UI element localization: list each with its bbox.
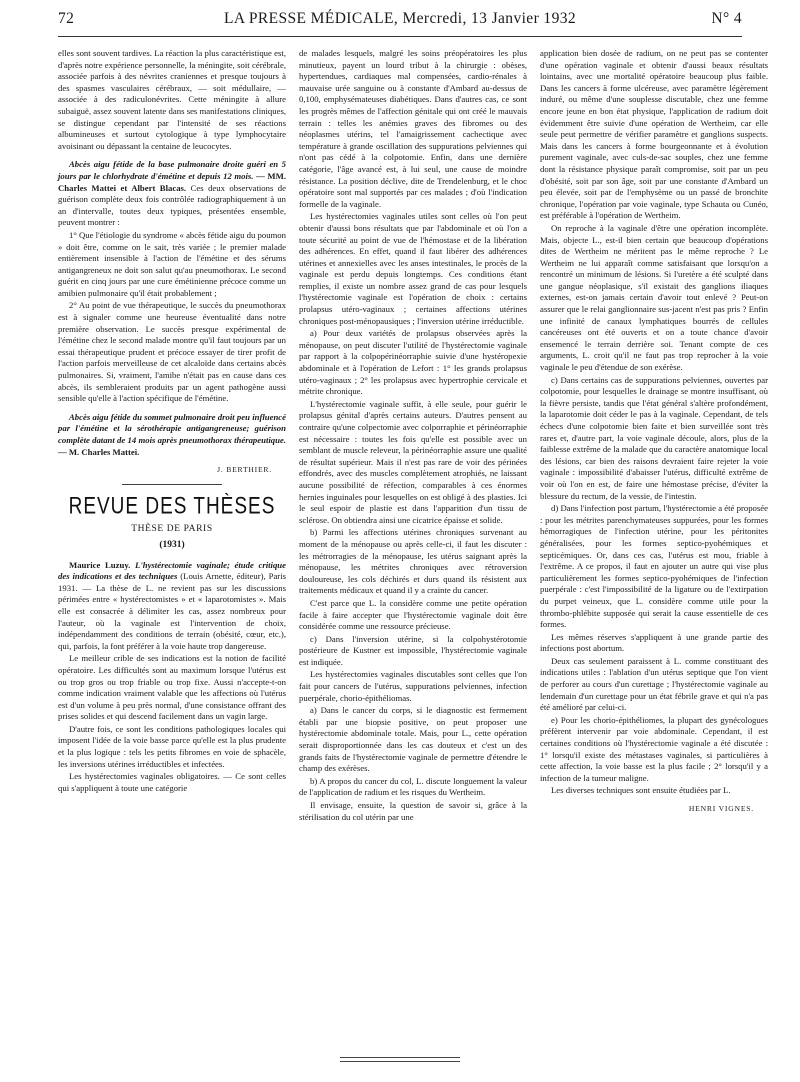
paragraph: Il envisage, ensuite, la question de savoir si, grâce à la stérilisation du col utérin par une bbox=[299, 800, 527, 822]
paragraph: Les hystérectomies vaginales obligatoires. — Ce sont celles qui s'appliquent à toute une catégorie bbox=[58, 771, 286, 793]
paragraph: b) A propos du cancer du col, L. discute longuement la valeur de l'application de radium et les risques du Wertheim. bbox=[299, 775, 527, 798]
paragraph: Les hystérectomies vaginales utiles sont celles où l'on peut obtenir d'aussi bons résultats que par l'abdominale et où l'on a toute sécurité au point de vue de l'hémostase et de la libération des adhérences. En effet, quand il faut libérer des adhérences utérines et annexielles avec les anses intestinales, le procès de la vaginale est perdu depuis longtemps. Ces conditions étant remplies, il existe un nombre assez grand de cas pour lesquels l'hystérectomie vaginale est l'opération de choix : certains prolapsus utéro-vaginaux ; certaines affections utérines chroniques post-ménopausiques ; l'inversion utérine irréductible. bbox=[299, 211, 527, 326]
paragraph: Le meilleur crible de ses indications est la notion de facilité opératoire. Les difficultés sont au maximum lorsque l'utérus est ou trop gros ou trop friable ou trop fixe. Aussi n'accepte-t-on comme indication vraiment valable que les affections où l'utérus est d'un volume à peu près normal, d'une consistance offrant des prises solides et qui descend facilement dans un vagin large. bbox=[58, 653, 286, 722]
journal-title: LA PRESSE MÉDICALE, Mercredi, 13 Janvier 1932 bbox=[223, 10, 577, 27]
signature-berthier: J. BERTHIER. bbox=[217, 465, 272, 475]
thesis-text: — La thèse de L. ne revient pas sur les discussions périmées entre « hystérectomistes » et « laparotomistes ». Mais elle est consacrée à délimiter les cas, assez nombreux pour l'auteur, où la vaginale est l'intervention de choix, indépendamment des conditions de terrain (obésité, cœur, etc.), qui, parfois, la font préférer à la voie haute trop dangereuse. bbox=[58, 582, 287, 651]
footer-rule bbox=[340, 1057, 460, 1058]
paragraph: Les hystérectomies vaginales discutables sont celles que l'on fait pour cancers de l'utérus, suppurations pelviennes, infection puerpérale, chorio-épithéliomas. bbox=[299, 669, 527, 703]
paragraph: 1° Que l'étiologie du syndrome « abcès fétide aigu du poumon » doit être, comme on le sait, très variée ; le premier malade entièrement insensible à l'action de l'émétine et des sérums antigangreneux ne doit son salut qu'au pneumothorax. Le second guérit en cinq jours par une cure émétinienne précoce comme un amibien pulmonaire qu'il était probablement ; bbox=[58, 229, 286, 298]
column-2 bbox=[299, 48, 527, 824]
abstract-1-title: Abcès aigu fétide de la base pulmonaire droite guéri en 5 jours par le chlorhydrate d'émétine et depuis 12 mois. bbox=[58, 159, 286, 181]
section-divider bbox=[122, 484, 222, 485]
thesis-title: L'hystérectomie vaginale; étude critique des indications et des techniques bbox=[58, 559, 286, 582]
abstract-2 bbox=[58, 412, 286, 458]
paragraph: D'autre fois, ce sont les conditions pathologiques locales qui imposent l'idée de la voie basse parce qu'elle est la plus prudente et la plus logique : tels les petits fibromes en voie de sphacèle, les inversions utérines irréductibles et infectées. bbox=[58, 723, 286, 769]
paragraph: de malades lesquels, malgré les soins préopératoires les plus minutieux, payent un lourd tribut à la chirurgie : obèses, hypertendues, cardiaques mal compensées, cardio-rénales à mauvaise urée sanguine ou à constante d'Ambard au-dessus de 0,100, emphysémateuses diabétiques. Dans d'autres cas, ce sont les progrès mêmes de l'affection génitale qui ont créé le mauvais terrain : telles les anémies graves des fibromes ou des néoplasmes utérins, tel l'amaigrissement cachectique avec température à grande oscillation des suppurations pelviennes qui n'ont pas cédé à la colpotomie. Enfin, dans une dernière catégorie, l'âge avancé est, à lui seul, une cause de moindre résistance. La position déclive, dite de Trendelenburg, et le choc opératoire sont mal supportés par ces malades ; d'où l'indication formelle de la vaginale. bbox=[299, 48, 527, 209]
thesis-entry bbox=[58, 560, 286, 653]
paragraph: b) Parmi les affections utérines chroniques survenant au moment de la ménopause ou après celle-ci, il faut les discuter : les métrorragies de la ménopause, les utérus saignant après la ménopause, les métrites chroniques avec rétroversion douloureuse, les cols déchirés et durs quand ils résistent aux traitements médicaux et quand il y a crainte du cancer. bbox=[299, 527, 527, 596]
paragraph: On reproche à la vaginale d'être une opération incomplète. Mais, objecte L., est-il bien certain que beaucoup d'opérations dites de Wertheim ne méritent pas le même reproche ? Le Wertheim ne lui apparaît comme satisfaisant que lorsqu'on a rencontré un minimum de lésions. Si l'uretère a été sculpté dans une gangue néoplasique, s'il existait des ganglions iliaques externes, est-on jamais certain d'avoir tout enlevé ? Peut-on assurer que le relai ganglionnaire sus-jacent n'est pas pris ? Enfin une infinité de canaux lymphatiques bourrés de cellules cancéreuses ont été ouverts et on a toute chance d'avoir ensemencé le terrain derrière soi. Tenant compte de ces arguments, L. croit qu'il ne faut pas trop reprocher à la voie vaginale le peu d'étendue de son exérèse. bbox=[540, 222, 768, 373]
column-1 bbox=[58, 48, 286, 795]
abstract-1-authors: — MM. Charles Mattei et Albert Blacas. bbox=[58, 170, 286, 193]
page-number: 72 bbox=[58, 10, 75, 27]
paragraph: elles sont souvent tardives. La réaction la plus caractéristique est, d'après notre expérience personnelle, la méningite, soit cérébrale, associée parfois à des névrites craniennes et presque toujours à des spasmes vasculaires cérébraux, — soit médullaire, — associée à des radiculonévrites. Cette méningite à allure subaiguë, assez souvent latente dans ses manifestations cliniques, se distingue cependant par l'intensité de ses réactions albumineuses et surtout cytologique à type lymphocytaire avoisinant ou dépassant la centaine de leucocytes. bbox=[58, 48, 286, 151]
abstract-1-text: Ces deux observations de guérison complète deux fois contrôlée radiographiquement à un an d'intervalle, toutes deux typiques, présentées ensemble, peuvent montrer : bbox=[58, 182, 286, 228]
thesis-author: Maurice Luzuy. bbox=[69, 559, 131, 570]
paragraph: d) Dans l'infection post partum, l'hystérectomie a été proposée : pour les métrites parenchymateuses suppurées, pour les formes hémorragiques de l'infection utérine, pour les péritonites généralisées, pour les formes septico-pyohémiques et septicémiques. Or, dans ces cas, l'utérus est mou, friable à l'extrême. A ce propos, il faut en ajouter un autre qui vise plus particulièrement les formes septico-pyohémiques de l'infection puerpérale : c'est l'impossibilité de la ligature ou de l'extirpation du purpet veineux, que L. considère comme utile pour la thrombo-phlébite supposée qui serait la cause essentielle de ces formes. bbox=[540, 503, 768, 630]
footer-rule bbox=[340, 1061, 460, 1062]
signature-vignes: HENRI VIGNES. bbox=[688, 804, 754, 813]
paragraph: Les mêmes réserves s'appliquent à une grande partie des infections post abortum. bbox=[540, 631, 768, 654]
paragraph: application bien dosée de radium, on ne peut pas se contenter d'une opération vaginale et obtenir d'aussi beaux résultats lointains, avec une mortalité opératoire beaucoup plus faible. Dans les cancers à forme ulcéreuse, avec paramètre légèrement induré, ou même d'une souplesse discutable, chez une femme encore jeune en bon état physique, l'application de radium doit évidemment être suivie d'une opération de Wertheim, car elle seule peut permettre de vérifier paramètre et ganglions suspects. Mais dans les cancers à forme bourgeonnante et à évolution purement vaginale, avec culs-de-sac souples, chez une femme dont la résistance physique paraît compromise, soit par un peu d'obésité, soit par son âge, soit par une constante d'Ambard un peu élevée, soit par de l'emphysème ou un passé de bronchite chronique, l'opération par voie vaginale, type Schauta ou Cunéo, est préférable à l'opération de Wertheim. bbox=[540, 48, 768, 221]
paragraph: c) Dans l'inversion utérine, si la colpohystérotomie postérieure de Kustner est impossible, l'hystérectomie vaginale est indiquée. bbox=[299, 633, 527, 667]
paragraph: e) Pour les chorio-épithéliomes, la plupart des gynécologues préfèrent intervenir par voie abdominale. Cependant, il est certaines conditions où l'hystérectomie vaginale a été discutée : 1° lorsqu'il existe des métastases vaginales, si particulières à cette affection, la voie basse est la plus facile ; 2° lorsqu'il y a infection de la tumeur maligne. bbox=[540, 714, 768, 783]
paragraph: c) Dans certains cas de suppurations pelviennes, ouvertes par colpotomie, pour lesquelles le drainage se montre insuffisant, où la fièvre persiste, tandis que l'état général s'altère profondément, la laparotomie doit céder le pas à la vaginale. Cependant, de tels échecs d'une colpotomie bien faite et bien surveillée sont très rares et, d'autre part, la voie vaginale découle, alors, plus de la faiblesse extrême de la malade que du caractère anatomique local des lésions, car bien des raisons devraient faire rejeter la voie vaginale : impossibilité d'abaisser l'utérus, difficulté extrême de voir où l'on en est, de faire une hémostase précise, d'éviter la blessure du rectum, de la vessie, de l'intestin. bbox=[540, 374, 768, 501]
paragraph: a) Dans le cancer du corps, si le diagnostic est fermement établi par une biopsie positive, on peut proposer une hystérectomie abdominale totale. Mais, pour L., cette opération serait disproportionnée dans les cas douteux et c'est un des grands faits de l'hystérectomie vaginale de permettre d'étendre le champ des exérèses. bbox=[299, 705, 527, 774]
paragraph: a) Pour deux variétés de prolapsus observées après la ménopause, on peut discuter l'utilité de l'hystérectomie vaginale par rapport à la colpopérinéorraphie suivie d'une hystéropexie abdominale et à l'opération de Lefort : 1° les grands prolapsus utéro-vaginaux ; 2° les prolapsus avec hypertrophie cervicale et métrite chronique. bbox=[299, 328, 527, 397]
abstract-1 bbox=[58, 159, 286, 229]
header-rule bbox=[58, 36, 742, 37]
thesis-publisher: (Louis Arnette, éditeur), Paris 1931. bbox=[58, 571, 286, 593]
paragraph: C'est parce que L. la considère comme une petite opération facile à faire accepter que l'hystérectomie vaginale doit être considérée comme une ressource précieuse. bbox=[299, 597, 527, 632]
paragraph: L'hystérectomie vaginale suffit, à elle seule, pour guérir le prolapsus génital d'après certains auteurs. D'autres pensent au contraire qu'une colpectomie avec colporraphie et périnéorraphie est nécessaire : toutes les fois qu'elle est possible avec un semblant de muscle releveur, la périnéorraphie assure une qualité de résultat supérieur. Mais il n'est pas rare de voir des périnées effondrés, avec des muscles complètement atrophiés, ne laissant aucune possibilité de réfection, comparables à ces énormes hernies inguinales pour lesquelles on est obligé à des plasties. Ici le seul espoir de plastie est dans l'apparition d'un tissu de sclérose. On obtiendra ainsi une cicatrice épaisse et solide. bbox=[299, 398, 527, 525]
section-title: REVUE DES THÈSES bbox=[68, 493, 276, 520]
paragraph: Deux cas seulement paraissent à L. comme constituant des indications utiles : l'ablation d'un utérus septique que l'on vient de perforer au cours d'un curettage ; l'hystérectomie vaginale au lendemain d'un curettage pour un état fébrile grave et qui n'a pas été amélioré par celui-ci. bbox=[540, 655, 768, 713]
column-3 bbox=[540, 48, 768, 821]
paragraph: Les diverses techniques sont ensuite étudiées par L. bbox=[551, 785, 731, 796]
issue-number: N° 4 bbox=[711, 10, 742, 27]
thesis-year: (1931) bbox=[159, 539, 185, 550]
paragraph: 2° Au point de vue thérapeutique, le succès du pneumothorax est à signaler comme une heureuse éventualité dans notre première observation. Le succès presque expérimental de l'émétine chez le second malade montre qu'il faut toujours par un essai thérapeutique prudent et précoce essayer de tirer profit de l'action parfois merveilleuse de cet alcaloïde dans certains abcès pulmonaires. Si, vraiment, l'amibe n'était pas en cause dans ces abcès, ils sembleraient produits par un agent pathogène aussi sensible qu'elle à l'action spécifique de l'émétine. bbox=[58, 300, 286, 404]
abstract-2-title: Abcès aigu fétide du sommet pulmonaire droit peu influencé par l'émétine et la sérothérapie antigangreneuse; guérison complète datant de 14 mois après pneumothorax thérapeutique. bbox=[58, 411, 286, 445]
abstract-2-authors: — M. Charles Mattei. bbox=[58, 446, 140, 457]
page-header bbox=[58, 10, 742, 32]
thesis-subtitle: THÈSE DE PARIS bbox=[131, 524, 213, 535]
